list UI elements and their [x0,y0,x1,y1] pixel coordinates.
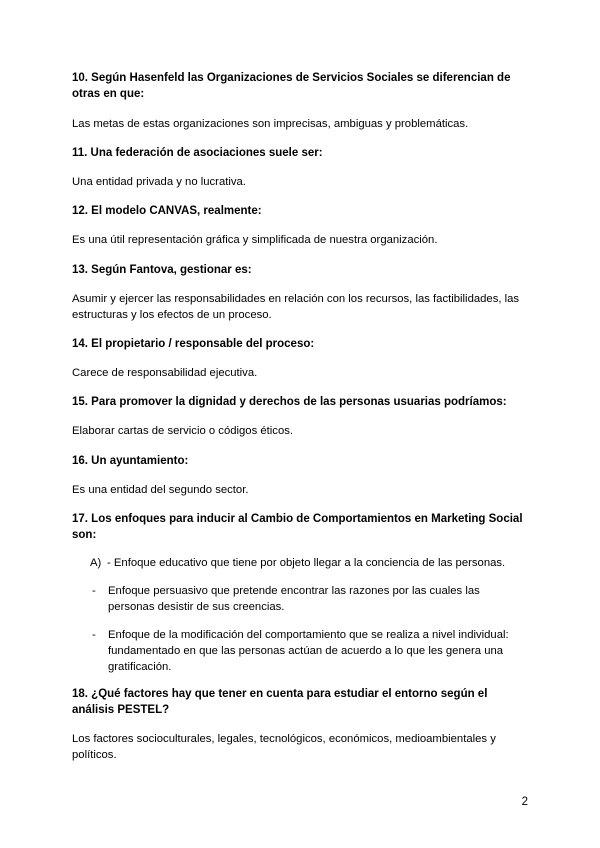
answer-18-text: Los factores socioculturales, legales, tecnológicos, económicos, medioambientales y políticos. [72,733,496,761]
list-marker: - [92,629,96,641]
answer-14-text: Carece de responsabilidad ejecutiva. [72,367,258,379]
question-12 [72,203,532,219]
question-17-title: 17. Los enfoques para inducir al Cambio de Comportamientos en Marketing Social son: [72,513,523,541]
answer-12-text: Es una útil representación gráfica y simplificada de nuestra organización. [72,234,438,246]
answer-11-text: Una entidad privada y no lucrativa. [72,176,246,188]
question-10 [72,70,532,102]
question-11-title: 11. Una federación de asociaciones suele ser: [72,147,323,159]
question-14 [72,336,532,352]
list-marker: A) [90,557,102,569]
answer-15 [72,423,532,439]
page-number: 2 [521,796,528,808]
answer-12 [72,232,532,248]
question-15-title: 15. Para promover la dignidad y derechos de las personas usuarias podríamos: [72,396,507,408]
answer-15-text: Elaborar cartas de servicio o códigos éticos. [72,425,294,437]
question-14-title: 14. El propietario / responsable del proceso: [72,338,315,350]
list-item: Enfoque persuasivo que pretende encontrar las razones por las cuales las personas desistir de sus creencias. [108,585,480,613]
question-13-title: 13. Según Fantova, gestionar es: [72,264,252,276]
answer-13-text: Asumir y ejercer las responsabilidades en relación con los recursos, las factibilidades, las estructuras y los efectos de un proceso. [72,293,520,321]
question-16-title: 16. Un ayuntamiento: [72,455,189,467]
answer-10 [72,116,532,132]
answer-14 [72,365,532,381]
question-12-title: 12. El modelo CANVAS, realmente: [72,205,262,217]
question-10-title: 10. Según Hasenfeld las Organizaciones de Servicios Sociales se diferencian de otras en que: [72,72,511,100]
answer-13 [72,291,532,323]
answer-16 [72,482,532,498]
list-item: Enfoque de la modificación del comportamiento que se realiza a nivel individual: fundamentado en que las personas actúan de acuerdo a lo que les genera una gratificación. [108,629,509,673]
list-item: - Enfoque educativo que tiene por objeto llegar a la conciencia de las personas. [107,557,506,569]
question-11 [72,145,532,161]
answer-11 [72,174,532,190]
answer-16-text: Es una entidad del segundo sector. [72,484,249,496]
question-18 [72,686,532,718]
question-18-title: 18. ¿Qué factores hay que tener en cuenta para estudiar el entorno según el análisis PESTEL? [72,688,488,716]
list-marker: - [92,585,96,597]
question-17 [72,511,532,543]
answer-18 [72,731,532,763]
question-13 [72,262,532,278]
answer-10-text: Las metas de estas organizaciones son imprecisas, ambiguas y problemáticas. [72,118,469,130]
question-15 [72,394,532,410]
question-16 [72,453,532,469]
